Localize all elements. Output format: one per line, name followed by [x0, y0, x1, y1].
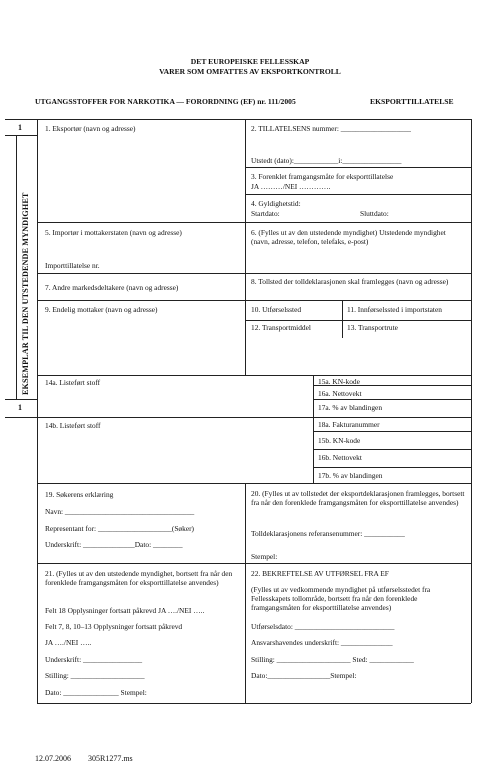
- field-10-exit-point: 10. Utførselssted: [251, 305, 302, 314]
- field-21-line-1: Felt 18 Opplysninger fortsatt påkrevd JA …./NEI …..: [45, 606, 205, 615]
- field-19-signature: Underskrift: ______________Dato: ________: [45, 540, 183, 549]
- field-9-consignee: 9. Endelig mottaker (navn og adresse): [45, 305, 158, 314]
- rule: [5, 399, 37, 400]
- header-title-1: DET EUROPEISKE FELLESSKAP: [190, 57, 310, 66]
- rule: [342, 300, 343, 338]
- field-15a-cn-code: 15a. KN-kode: [318, 377, 360, 386]
- field-2-issued: Utstedt (dato):____________i:________________: [251, 156, 402, 165]
- field-1-exporter: 1. Eksportør (navn og adresse): [45, 124, 136, 133]
- rule: [313, 431, 471, 432]
- field-22-responsible: Ansvarshavendes underskrift: ______________: [251, 638, 393, 647]
- footer-ref: 305R1277.ms: [88, 754, 133, 763]
- field-21-authority: 21. (Fylles ut av den utstedende myndighet, bortsett fra når den forenklede framgangsmåten for eksporttillatelse anvendes): [45, 569, 233, 588]
- field-18a-invoice: 18a. Fakturanummer: [318, 420, 380, 429]
- field-5-import-permit: Importtillatelse nr.: [45, 261, 100, 270]
- footer-date: 12.07.2006: [35, 754, 71, 763]
- rule: [37, 119, 38, 703]
- rule: [471, 119, 472, 703]
- rule: [37, 563, 471, 564]
- field-7-other-operators: 7. Andre markedsdeltakere (navn og adresse): [45, 283, 179, 292]
- field-11-entry-point: 11. Innførselssted i importstaten: [347, 305, 442, 314]
- vertical-copy-label: EKSEMPLAR TIL DEN UTSTEDENDE MYNDIGHET: [21, 192, 30, 395]
- rule: [37, 222, 471, 223]
- field-17b-percent: 17b. % av blandingen: [318, 471, 383, 480]
- field-17a-percent: 17a. % av blandingen: [318, 403, 383, 412]
- field-21-signature: Underskrift: ________________: [45, 655, 143, 664]
- header-title-2: VARER SOM OMFATTES AV EKSPORTKONTROLL: [159, 67, 341, 76]
- field-22-position-place: Stilling: ____________________ Sted: ____________: [251, 655, 414, 664]
- field-4-validity: 4. Gyldighetstid:: [251, 199, 301, 208]
- rule: [16, 135, 17, 399]
- field-13-route: 13. Transportrute: [347, 323, 398, 332]
- field-22-description: (Fylles ut av vedkommende myndighet på utførselsstedet fra Fellesskapets tollområde, bortsett fra når den forenklede framgangsmåten for eksporttillatelse anvendes): [251, 585, 431, 613]
- field-4-end: Sluttdato:: [360, 209, 389, 218]
- field-3-simplified: 3. Forenklet framgangsmåte for eksporttillatelse: [251, 172, 394, 181]
- field-20-reference: Tolldeklarasjonens referansenummer: ___________: [251, 529, 405, 538]
- field-8-customs-office: 8. Tollsted der tolldeklarasjonen skal framlegges (navn og adresse): [251, 277, 449, 286]
- field-22-date-stamp: Dato:_________________Stempel:: [251, 671, 357, 680]
- field-19-representative: Representant for: ____________________(Søker): [45, 524, 195, 533]
- rule: [37, 273, 471, 274]
- field-14a-substance: 14a. Listeført stoff: [45, 378, 101, 387]
- field-19-name: Navn: ___________________________________: [45, 507, 195, 516]
- field-15b-cn-code: 15b. KN-kode: [318, 436, 361, 445]
- rule: [5, 135, 37, 136]
- field-2-permit-number: 2. TILLATELSENS nummer: ___________________: [251, 124, 411, 133]
- header-subtitle: UTGANGSSTOFFER FOR NARKOTIKA — FORORDNING (EF) nr. 111/2005: [35, 97, 296, 106]
- field-19-declaration: 19. Søkerens erklæring: [45, 490, 114, 499]
- field-12-transport: 12. Transportmiddel: [251, 323, 311, 332]
- rule: [313, 449, 471, 450]
- field-20-customs: 20. (Fylles ut av tollstedet der eksportdeklarasjonen framlegges, bortsett fra når den forenklede framgangsmåten for eksporttillatelse anvendes): [251, 489, 465, 508]
- rule: [313, 467, 471, 468]
- field-6-authority: 6. (Fylles ut av den utstedende myndighet) Utstedende myndighet (navn, adresse, telefon, telefaks, e-post): [251, 228, 446, 247]
- copy-number-top: 1: [18, 123, 22, 132]
- rule: [245, 194, 471, 195]
- field-21-line-2: Felt 7, 8, 10–13 Opplysninger fortsatt påkrevd: [45, 622, 183, 631]
- rule: [37, 483, 471, 484]
- rule: [313, 399, 471, 400]
- rule: [245, 320, 471, 321]
- field-5-importer: 5. Importør i mottakerstaten (navn og adresse): [45, 228, 182, 237]
- field-21-line-3: JA …./NEI …..: [45, 638, 92, 647]
- rule: [5, 417, 471, 418]
- rule: [245, 483, 246, 703]
- field-21-date-stamp: Dato: _______________ Stempel:: [45, 688, 147, 697]
- field-4-start: Startdato:: [251, 209, 280, 218]
- rule: [245, 167, 471, 168]
- field-16b-net-weight: 16b. Nettovekt: [318, 453, 362, 462]
- field-14b-substance: 14b. Listeført stoff: [45, 421, 101, 430]
- rule: [245, 119, 246, 375]
- rule: [37, 703, 471, 704]
- rule: [37, 300, 471, 301]
- field-22-export-date: Utførselsdato: ___________________________: [251, 622, 395, 631]
- field-22-confirmation: 22. BEKREFTELSE AV UTFØRSEL FRA EF: [251, 569, 389, 578]
- copy-number-bottom: 1: [18, 403, 22, 412]
- rule: [5, 119, 471, 120]
- rule: [37, 375, 471, 376]
- form-type: EKSPORTTILLATELSE: [370, 97, 454, 106]
- field-3-yes-no: JA ………/NEI ………….: [251, 182, 331, 191]
- field-16a-net-weight: 16a. Nettovekt: [318, 389, 362, 398]
- field-20-stamp: Stempel:: [251, 552, 278, 561]
- field-21-position: Stilling: ____________________: [45, 671, 145, 680]
